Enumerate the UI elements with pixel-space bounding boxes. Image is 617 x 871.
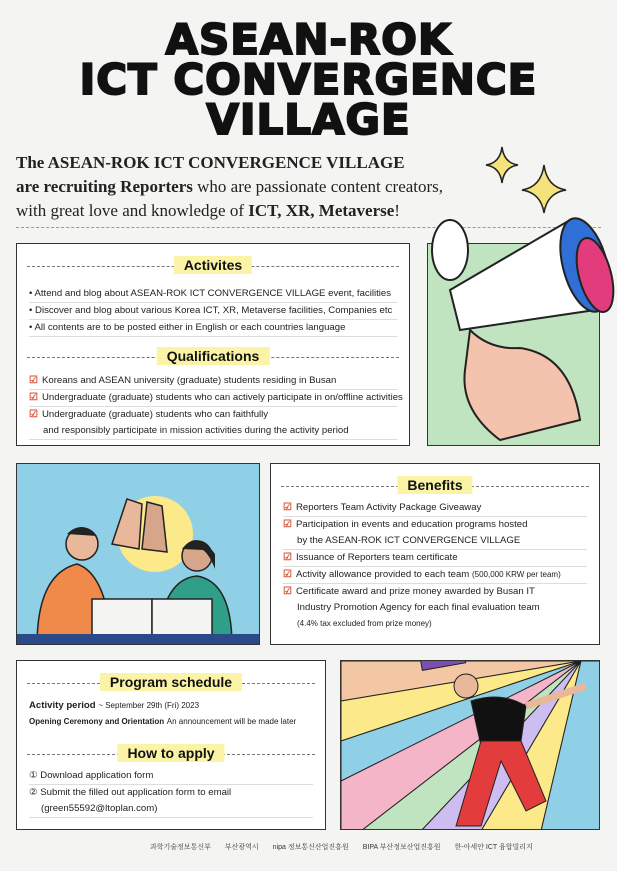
title-line-3: VILLAGE — [206, 95, 411, 144]
sponsor-logos — [150, 842, 533, 852]
email-text: (green55592@ltoplan.com) — [29, 801, 313, 818]
activities-panel — [16, 243, 410, 446]
check-icon: ☑ — [283, 519, 292, 530]
intro-line-2b: who are passionate content creators, — [192, 177, 444, 196]
apply-heading: How to apply — [117, 744, 224, 762]
qualifications-header — [27, 347, 399, 367]
list-item: ☑ Undergraduate (graduate) students who can actively participate in on/offline activities — [29, 390, 397, 407]
list-item: • All contents are to be posted either in English or each countries language — [29, 320, 397, 337]
list-item: ② Submit the filled out application form to email — [29, 787, 232, 798]
activity-period: Activity period ~ September 29th (Fri) 2023 — [29, 700, 200, 711]
list-item: (4.4% tax excluded from prize money) — [297, 619, 432, 628]
benefits-heading: Benefits — [397, 476, 472, 494]
intro-text — [16, 151, 456, 223]
schedule-header — [27, 673, 315, 693]
intro-line-2a: are recruiting Reporters — [16, 177, 193, 196]
schedule-heading: Program schedule — [100, 673, 242, 691]
list-item: ☑ Issuance of Reporters team certificate — [283, 550, 587, 567]
apply-header — [27, 744, 315, 764]
benefits-panel — [270, 463, 600, 645]
activities-heading: Activites — [174, 256, 252, 274]
list-item: ① Download application form — [29, 768, 313, 785]
list-item: • Discover and blog about various Korea ICT, XR, Metaverse facilities, Companies etc — [29, 303, 397, 320]
list-item: ☑ Certificate award and prize money awarded by Busan IT — [283, 586, 535, 597]
title-line-2: ICT CONVERGENCE — [79, 55, 538, 104]
check-icon: ☑ — [29, 375, 38, 386]
ceremony-info: Opening Ceremony and Orientation An announcement will be made later — [29, 717, 297, 726]
nipa-logo: nipa 정보통신산업진흥원 — [272, 844, 349, 851]
list-item: ☑ Koreans and ASEAN university (graduate) students residing in Busan — [29, 373, 397, 390]
megaphone-icon — [420, 180, 617, 446]
list-item: ☑ Participation in events and education programs hosted — [283, 519, 528, 530]
title-line-1: ASEAN-ROK — [165, 15, 452, 64]
check-icon: ☑ — [283, 569, 292, 580]
bipa-logo: BIPA 부산정보산업진흥원 — [362, 844, 441, 851]
benefits-header — [281, 476, 589, 496]
busan-logo: 부산광역시 — [224, 844, 259, 851]
schedule-panel — [16, 660, 326, 830]
list-item: by the ASEAN-ROK ICT CONVERGENCE VILLAGE — [283, 533, 587, 550]
qualifications-heading: Qualifications — [157, 347, 270, 365]
telescope-illustration — [340, 660, 600, 830]
check-icon: ☑ — [283, 586, 292, 597]
msit-logo: 과학기술정보통신부 — [150, 844, 211, 851]
high-five-illustration — [16, 463, 260, 645]
list-item: and responsibly participate in mission activities during the activity period — [29, 423, 397, 440]
check-icon: ☑ — [283, 552, 292, 563]
intro-line-3b: ICT, XR, Metaverse — [248, 201, 395, 220]
list-item: Industry Promotion Agency for each final evaluation team — [297, 602, 540, 613]
list-item: ☑ Reporters Team Activity Package Giveaway — [283, 500, 587, 517]
activities-header — [27, 256, 399, 276]
check-icon: ☑ — [283, 502, 292, 513]
intro-line-3c: ! — [394, 201, 400, 220]
check-icon: ☑ — [29, 392, 38, 403]
check-icon: ☑ — [29, 409, 38, 420]
poster-title — [0, 15, 617, 144]
list-item: • Attend and blog about ASEAN-ROK ICT CONVERGENCE VILLAGE event, facilities — [29, 286, 397, 303]
list-item: ☑ Activity allowance provided to each team (500,000 KRW per team) — [283, 567, 587, 584]
village-logo: 한-아세안 ICT 융합빌리지 — [454, 844, 533, 851]
intro-line-1: The ASEAN-ROK ICT CONVERGENCE VILLAGE — [16, 153, 405, 172]
intro-line-3a: with great love and knowledge of — [16, 201, 249, 220]
list-item: ☑ Undergraduate (graduate) students who can faithfully — [29, 409, 269, 420]
